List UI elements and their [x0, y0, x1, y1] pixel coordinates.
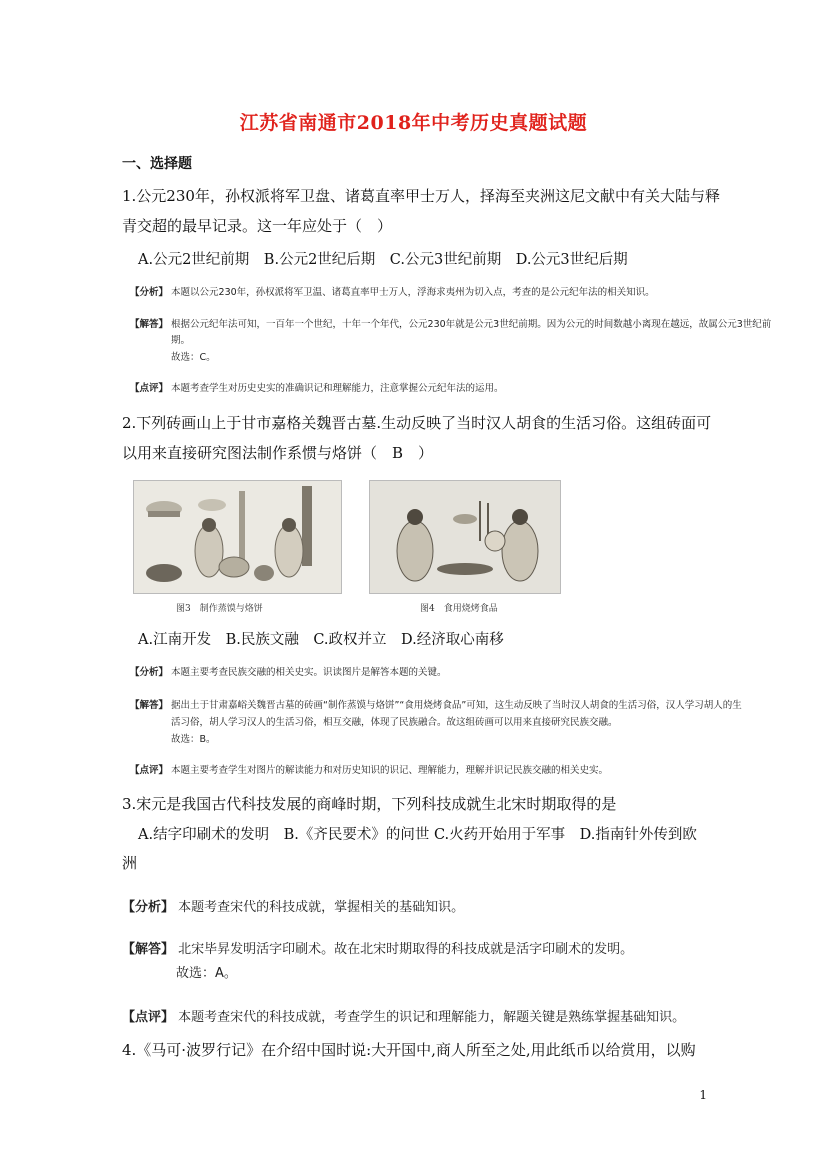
q1-options: A.公元2世纪前期 B.公元2世纪后期 C.公元3世纪前期 D.公元3世纪后期: [138, 252, 628, 268]
q2-answer-choice: 故选：B。: [171, 734, 216, 745]
q3-answer: [122, 938, 633, 957]
answer-text-1: 根据公元纪年法可知，一百年一个世纪，十年一个年代，公元230年就是公元3世纪前期。因为公元的时间数越小离现在越远，故属公元3世纪前: [171, 319, 772, 330]
comment-text: 本题主要考查学生对图片的解读能力和对历史知识的识记、理解能力，理解并识记民族交融的相关史实。: [171, 765, 609, 776]
q2-options: A.江南开发 B.民族文融 C.政权并立 D.经济取心南移: [138, 632, 504, 648]
q1-comment: [130, 380, 504, 394]
analysis-text: 本题主要考查民族交融的相关史实。识读图片是解答本题的关键。: [171, 667, 447, 678]
answer-tag: 【解答】: [122, 942, 175, 957]
analysis-text: 本题考查宋代的科技成就，掌握相关的基础知识。: [178, 900, 465, 915]
q2-analysis: [130, 664, 447, 678]
page-title: 江苏省南通市2018年中考历史真题试题: [239, 112, 588, 134]
q2-answer: [130, 697, 742, 711]
section-heading: 一、选择题: [122, 156, 192, 172]
q3-comment: [122, 1006, 685, 1025]
q2-line1: 2.下列砖画山上于甘市嘉格关魏晋古墓.生动反映了当时汉人胡食的生活习俗。这组砖面可: [122, 414, 712, 432]
figure-4-brick-painting: [369, 480, 561, 594]
answer-tag: 【解答】: [130, 700, 169, 711]
analysis-tag: 【分析】: [130, 287, 169, 298]
analysis-text: 本题以公元230年，孙权派将军卫温、诸葛直率甲士万人，浮海求夷州为切入点，考查的是公元纪年法的相关知识。: [171, 287, 655, 298]
q4-line1: 4.《马可·波罗行记》在介绍中国时说:大开国中,商人所至之处,用此纸币以给赏用，以购: [122, 1041, 696, 1059]
q1-answer: [130, 316, 771, 330]
q2-comment: [130, 762, 608, 776]
q3-analysis: [122, 896, 464, 915]
q3-options: A.结字印刷术的发明 B.《齐民要术》的问世 C.火药开始用于军事 D.指南针外传到欧: [138, 827, 697, 843]
comment-tag: 【点评】: [122, 1010, 175, 1025]
answer-text-1: 据出土于甘肃嘉峪关魏晋古墓的砖画“制作蒸馍与烙饼”“食用烧烤食品”可知，这生动反映了当时汉人胡食的生活习俗，汉人学习胡人的生: [171, 700, 742, 711]
comment-tag: 【点评】: [130, 765, 169, 776]
comment-text: 本题考查宋代的科技成就，考查学生的识记和理解能力，解题关键是熟练掌握基础知识。: [178, 1010, 686, 1025]
q1-analysis: [130, 284, 655, 298]
q3-line1: 3.宋元是我国古代科技发展的商峰时期，下列科技成就生北宋时期取得的是: [122, 795, 617, 813]
q1-answer-choice: 故选：C。: [171, 352, 216, 363]
analysis-tag: 【分析】: [130, 667, 169, 678]
figure-3-brick-painting: [133, 480, 342, 594]
q1-line1: 1.公元230年，孙权派将军卫盘、诸葛直率甲士万人，择海至夹洲这尼文献中有关大陆与释: [122, 187, 720, 205]
answer-tag: 【解答】: [130, 319, 169, 330]
q3-answer-choice: 故选：A。: [176, 966, 237, 981]
q1-answer-line2: 期。: [171, 335, 191, 346]
figure-4-caption: 图4 食用烧烤食品: [420, 604, 498, 614]
q2-line2: 以用来直接研究图法制作系惯与烙饼（ B ）: [122, 444, 434, 462]
comment-text: 本题考查学生对历史史实的准确识记和理解能力，注意掌握公元纪年法的运用。: [171, 383, 504, 394]
q3-options-cont: 洲: [122, 854, 138, 872]
analysis-tag: 【分析】: [122, 900, 175, 915]
q1-line2: 青交超的最早记录。这一年应处于（ ）: [122, 217, 393, 235]
q2-answer-line2: 活习俗，胡人学习汉人的生活习俗，相互交融，体现了民族融合。故这组砖画可以用来直接研究民族交融。: [171, 717, 618, 728]
comment-tag: 【点评】: [130, 383, 169, 394]
answer-text-1: 北宋毕昇发明活字印刷术。故在北宋时期取得的科技成就是活字印刷术的发明。: [178, 942, 634, 957]
figure-3-caption: 图3 制作蒸馍与烙饼: [176, 604, 263, 614]
page-number: 1: [699, 1088, 707, 1102]
